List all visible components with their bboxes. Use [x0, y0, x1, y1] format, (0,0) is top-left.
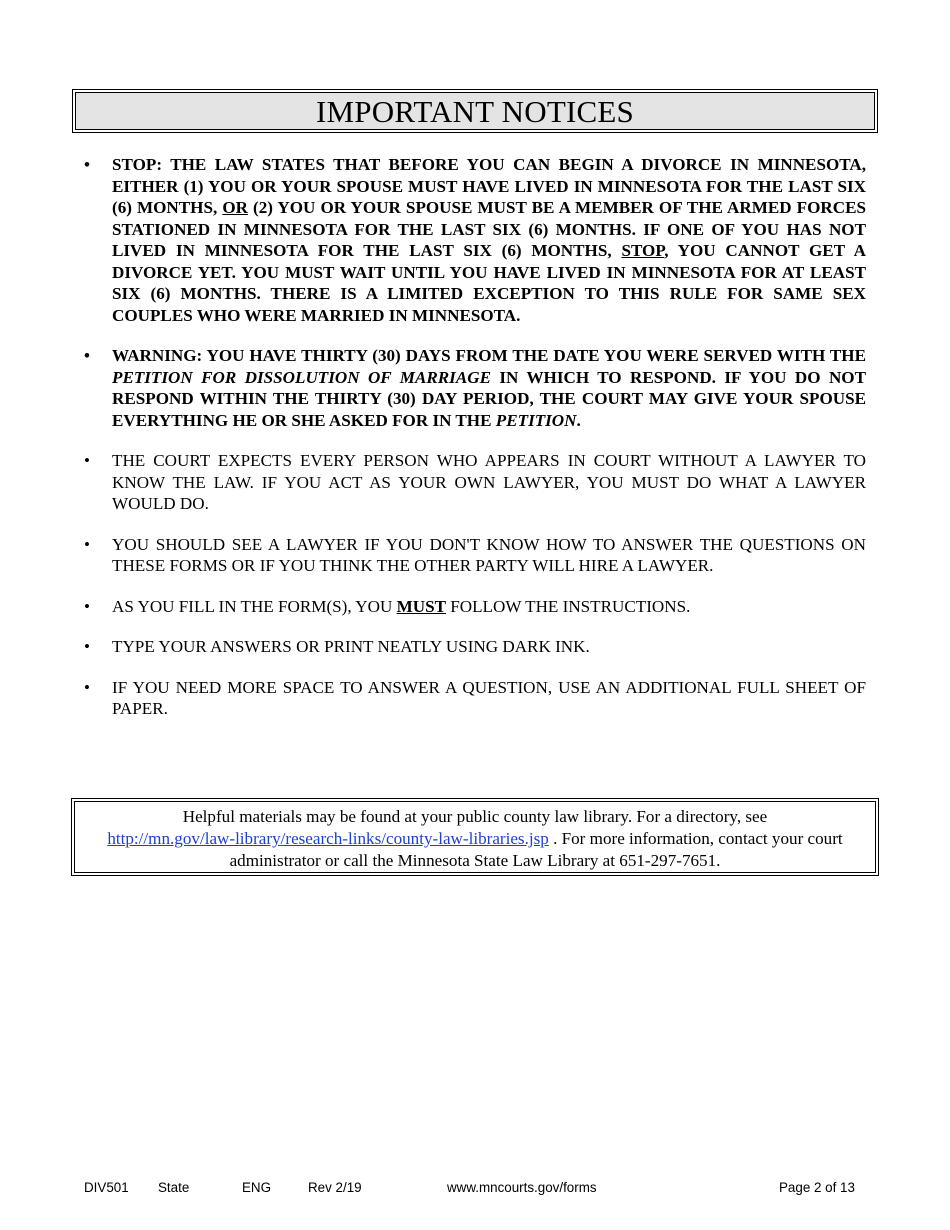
footer-page-number: Page 2 of 13: [779, 1180, 855, 1195]
notice-text: WARNING: YOU HAVE THIRTY (30) DAYS FROM THE DATE YOU WERE SERVED WITH THE: [112, 346, 866, 365]
notice-text: MUST: [396, 596, 446, 616]
notice-item: [72, 636, 866, 658]
notice-text: (2) YOU OR YOUR SPOUSE MUST BE A MEMBER OF THE ARMED FORCES STATIONED IN MINNESOTA FOR THE LAST SIX (6) MONTHS. IF ONE OF YOU HAS NOT LIVED IN MINNESOTA FOR THE LAST SIX (6) MONTHS,: [112, 198, 866, 260]
notice-text: THE COURT EXPECTS EVERY PERSON WHO APPEARS IN COURT WITHOUT A LAWYER TO KNOW THE LAW. IF YOU ACT AS YOUR OWN LAWYER, YOU MUST DO WHAT A LAWYER WOULD DO.: [112, 451, 866, 513]
title-box: [72, 89, 878, 133]
footer-jurisdiction: State: [158, 1180, 190, 1195]
notice-text: FOLLOW THE INSTRUCTIONS.: [445, 596, 691, 616]
notice-text: AS YOU FILL IN THE FORM(S), YOU: [112, 596, 397, 616]
bullet-icon: •: [84, 451, 90, 470]
help-box: [71, 798, 879, 876]
page-title: IMPORTANT NOTICES: [75, 92, 875, 130]
help-text-after: . For more information, contact your court administrator or call the Minnesota State Law Library at 651-297-7651.: [229, 829, 843, 870]
notice-item: [72, 677, 866, 720]
notice-text: IF YOU NEED MORE SPACE TO ANSWER A QUESTION, USE AN ADDITIONAL FULL SHEET OF PAPER.: [112, 677, 866, 718]
notice-text: IN WHICH TO RESPOND. IF YOU DO NOT RESPOND WITHIN THE THIRTY (30) DAY PERIOD, THE COURT MAY GIVE YOUR SPOUSE EVERYTHING HE OR SHE ASKED FOR IN THE: [112, 367, 866, 430]
bullet-icon: •: [84, 346, 90, 365]
notice-text: PETITION FOR DISSOLUTION OF MARRIAGE: [112, 367, 491, 387]
notice-text: STOP: [621, 241, 665, 260]
bullet-icon: •: [84, 534, 90, 554]
notice-text: YOU SHOULD SEE A LAWYER IF YOU DON'T KNOW HOW TO ANSWER THE QUESTIONS ON THESE FORMS OR IF YOU THINK THE OTHER PARTY WILL HIRE A LAWYER.: [112, 534, 866, 575]
footer-language: ENG: [242, 1180, 272, 1195]
help-text-before: Helpful materials may be found at your public county law library. For a directory, see: [182, 807, 768, 826]
notice-item: [72, 534, 866, 577]
help-text: [74, 801, 876, 873]
notice-item: [72, 596, 866, 618]
bullet-icon: •: [84, 677, 90, 697]
page-footer: [0, 1180, 950, 1198]
notices-list: [72, 154, 866, 739]
notice-item: [72, 345, 866, 431]
notice-item: [72, 154, 866, 326]
notice-text: OR: [222, 198, 248, 217]
notice-text: , YOU CANNOT GET A DIVORCE YET. YOU MUST WAIT UNTIL YOU HAVE LIVED IN MINNESOTA FOR AT LEAST SIX (6) MONTHS. THERE IS A LIMITED EXCEPTION TO THIS RULE FOR SAME SEX COUPLES WHO WERE MARRIED IN MINNESOTA.: [112, 241, 866, 325]
county-law-libraries-link[interactable]: http://mn.gov/law-library/research-links/county-law-libraries.jsp: [107, 829, 549, 848]
bullet-icon: •: [84, 596, 90, 616]
bullet-icon: •: [84, 155, 90, 174]
bullet-icon: •: [84, 637, 90, 656]
notice-item: [72, 450, 866, 515]
footer-form-code: DIV501: [84, 1180, 129, 1195]
notice-text: TYPE YOUR ANSWERS OR PRINT NEATLY USING DARK INK.: [112, 637, 590, 656]
notice-text: PETITION: [495, 410, 577, 430]
footer-website: www.mncourts.gov/forms: [447, 1180, 597, 1195]
notice-text: STOP: THE LAW STATES THAT BEFORE YOU CAN BEGIN A DIVORCE IN MINNESOTA, EITHER (1) YOU OR YOUR SPOUSE MUST HAVE LIVED IN MINNESOTA FOR THE LAST SIX (6) MONTHS,: [112, 155, 866, 217]
notice-text: .: [576, 410, 581, 430]
footer-revision: Rev 2/19: [308, 1180, 362, 1195]
